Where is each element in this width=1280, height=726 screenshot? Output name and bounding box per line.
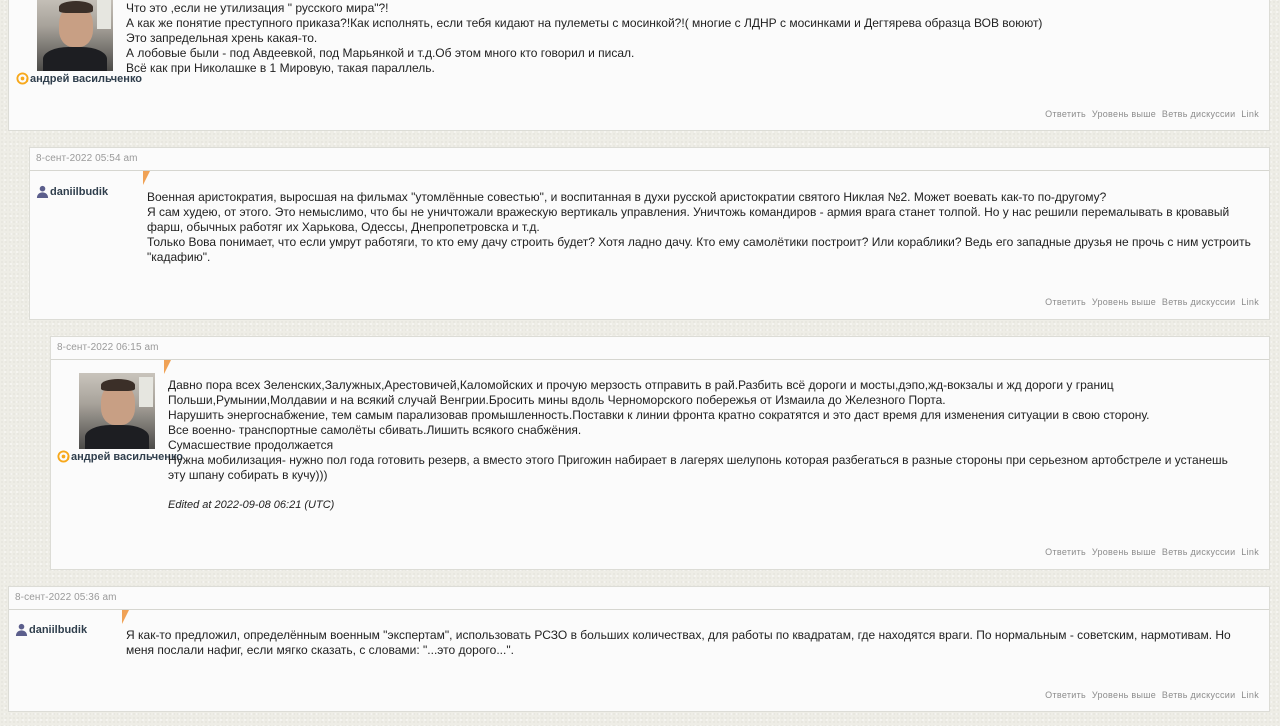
comment-header [51,337,1269,360]
edited-note: Edited at 2022-09-08 06:21 (UTC) [168,499,335,511]
username[interactable]: андрей васильченко [30,72,143,85]
comment-line: Что это ,если не утилизация " русского мира"?! [126,1,389,15]
comment-pointer [143,171,150,185]
comment-pointer [122,610,129,624]
parent-link[interactable]: Уровень выше [1091,547,1157,557]
comment-3 [50,336,1270,570]
comment-body [126,628,1248,658]
parent-link[interactable]: Уровень выше [1091,690,1157,700]
comment-line: Все военно- транспортные самолёты сбивать.Лишить всякого снабжёния. [168,423,582,437]
comment-line: Только Вова понимает, что если умрут работяги, то кто ему дачу строить будет? Хотя ладно дачу. Кто ему самолётики построит? Или кораблики? Ведь его западные друзья не прочь с ним устроить "кадафию". [147,235,1251,264]
comment-body [147,190,1251,265]
avatar[interactable] [79,373,155,449]
comment-4 [8,586,1270,712]
comment-date[interactable]: 8-сент-2022 05:54 am [36,153,138,164]
comment-line: Нужна мобилизация- нужно пол года готовить резерв, а вместо этого Пригожин набирает в лагерях шелупонь которая разбегаться в разные стороны при серьезном артобстреле и устанешь эту шпану собирать в кучу))) [168,453,1228,482]
avatar[interactable] [37,0,113,71]
username[interactable]: андрей васильченко [71,450,184,463]
comment-line: Это запредельная хрень какая-то. [126,31,318,45]
comment-line: А лобовые были - под Авдеевкой, под Марьянкой и т.д.Об этом много кто говорил и писал. [126,46,635,60]
parent-link[interactable]: Уровень выше [1091,109,1157,119]
reply-link[interactable]: Ответить [1045,547,1087,557]
thread-link[interactable]: Ветвь дискуссии [1161,690,1236,700]
reply-link[interactable]: Ответить [1045,109,1087,119]
comment-line: Сумасшествие продолжается [168,438,334,452]
comment-author[interactable] [15,623,87,636]
comment-2 [29,147,1270,320]
reply-link[interactable]: Ответить [1045,297,1087,307]
permalink[interactable]: Link [1241,547,1259,557]
comment-line: Давно пора всех Зеленских,Залужных,Арестовичей,Каломойских и прочую мерзость отправить в рай.Разбить всё дороги и мосты,дэпо,жд-вокзалы и жд дороги у границ Польши,Румынии,Молдавии и на всякий случай Венгрии.Бросить мины вдоль Черноморского побережья от Измаила до Железного Порта. [168,378,1114,407]
comment-pointer [164,360,171,374]
username[interactable]: daniilbudik [50,185,109,198]
livejournal-user-icon [15,623,28,636]
comment-actions [1042,547,1259,557]
comment-date[interactable]: 8-сент-2022 05:36 am [15,592,117,603]
comment-line: Я как-то предложил, определённым военным "экспертам", использовать РСЗО в больших количествах, для работы по квадратам, где находятся враги. По нормальным - советским, нармотивам. Но меня послали нафиг, если мягко сказать, с словами: "...это дорого...". [126,628,1231,657]
openid-icon [16,72,29,85]
comment-header [30,148,1269,171]
comment-body [126,1,1246,76]
comment-actions [1042,109,1259,119]
parent-link[interactable]: Уровень выше [1091,297,1157,307]
comment-author[interactable] [57,450,183,463]
comment-line: Военная аристократия, выросшая на фильмах "утомлённые совестью", и воспитанная в духи русской аристократии святого Никлая №2. Может воевать как-то по-другому? [147,190,1107,204]
thread-link[interactable]: Ветвь дискуссии [1161,297,1236,307]
thread-link[interactable]: Ветвь дискуссии [1161,109,1236,119]
permalink[interactable]: Link [1241,109,1259,119]
comment-actions [1042,690,1259,700]
username[interactable]: daniilbudik [29,623,88,636]
comment-line: Нарушить энергоснабжение, тем самым парализовав промышленность.Поставки к линии фронта кратно сократятся и это даст время для изменения ситуации в свою сторону. [168,408,1150,422]
reply-link[interactable]: Ответить [1045,690,1087,700]
permalink[interactable]: Link [1241,690,1259,700]
comment-author[interactable] [36,185,108,198]
livejournal-user-icon [36,185,49,198]
comment-author[interactable] [16,72,142,85]
comment-body [168,378,1228,513]
openid-icon [57,450,70,463]
comment-actions [1042,297,1259,307]
thread-link[interactable]: Ветвь дискуссии [1161,547,1236,557]
comment-header [9,587,1269,610]
comment-line: Всё как при Николашке в 1 Мировую, такая параллель. [126,61,435,75]
comment-1 [8,0,1270,131]
comment-date[interactable]: 8-сент-2022 06:15 am [57,342,159,353]
comment-line: А как же понятие преступного приказа?!Как исполнять, если тебя кидают на пулеметы с мосинкой?!( многие с ЛДНР с мосинками и Дегтярева образца ВОВ воюют) [126,16,1043,30]
permalink[interactable]: Link [1241,297,1259,307]
comment-line: Я сам худею, от этого. Это немыслимо, что бы не уничтожали вражескую вертикаль управления. Уничтожь командиров - армия врага станет толпой. Но у нас решили перемалывать в кровавый фарш, обычных работяг их Харькова, Одессы, Днепропетровска и т.д. [147,205,1230,234]
